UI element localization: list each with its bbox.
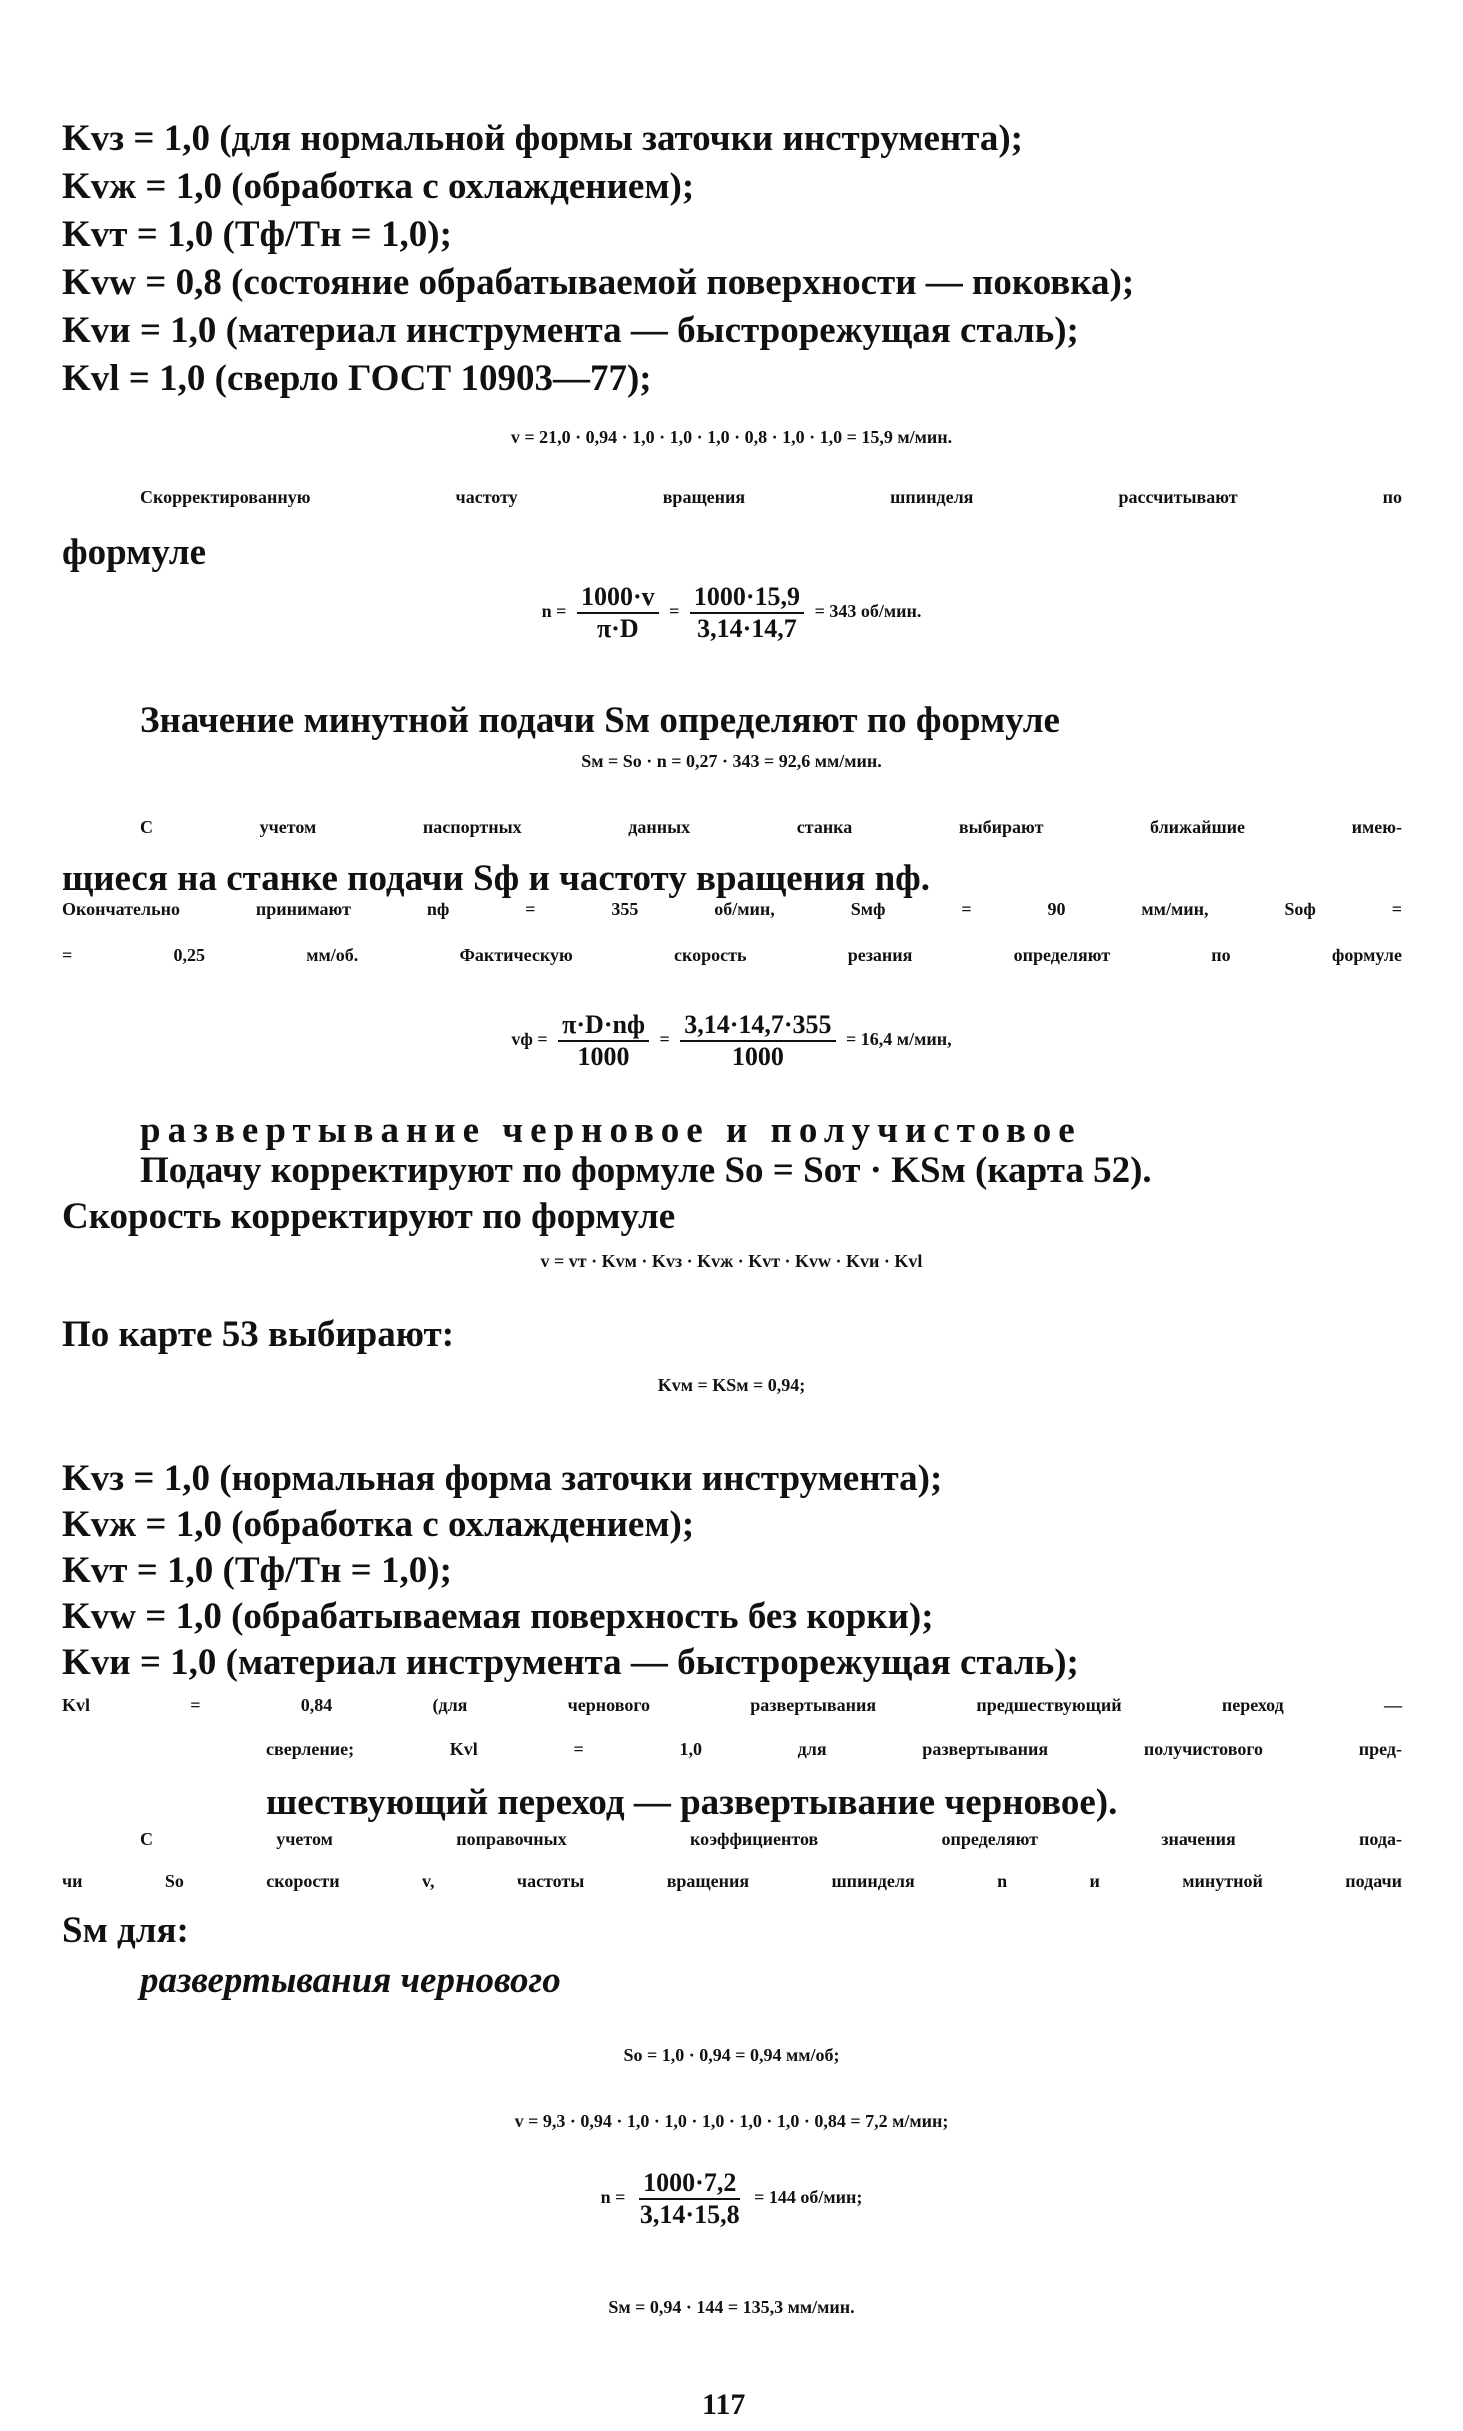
fraction xyxy=(577,582,659,644)
paragraph-line: Значение минутной подачи Sм определяют по формуле xyxy=(140,700,1060,741)
coef-line: Kvи = 1,0 (материал инструмента — быстрорежущая сталь); xyxy=(62,1642,1079,1683)
subheading: развертывания чернового xyxy=(140,1960,561,2001)
fraction xyxy=(558,1010,649,1072)
equation-kvm: Kvм = KSм = 0,94; xyxy=(657,1375,806,1395)
page-number: 117 xyxy=(702,2388,746,2421)
fraction-denominator: 1000 xyxy=(731,1041,784,1071)
fraction-numerator: 1000·v xyxy=(577,582,659,614)
equation-n-rough xyxy=(0,2168,1463,2230)
coef-line: Kvт = 1,0 (Tф/Tн = 1,0); xyxy=(62,1550,452,1591)
paragraph-line: По карте 53 выбирают: xyxy=(62,1314,455,1355)
fraction xyxy=(636,2168,744,2230)
equation-v-general: v = vт · Kvм · Kvз · Kvж · Kvт · Kvw · Kvи · Kvl xyxy=(540,1251,923,1271)
paragraph-line: = 0,25 мм/об. Фактическую скорость резания определяют по формуле xyxy=(62,945,1402,965)
paragraph-line: Sм для: xyxy=(62,1910,189,1951)
coef-line: Kvж = 1,0 (обработка с охлаждением); xyxy=(62,1504,695,1545)
fraction xyxy=(680,1010,835,1072)
equation-lhs: vф = xyxy=(511,1029,548,1050)
equation-sm-rough: Sм = 0,94 · 144 = 135,3 мм/мин. xyxy=(608,2297,855,2317)
paragraph-line: Окончательно принимают nф = 355 об/мин, Sмф = 90 мм/мин, Soф = xyxy=(62,899,1402,919)
fraction-numerator: 3,14·14,7·355 xyxy=(680,1010,835,1042)
coef-line: Kvl = 0,84 (для чернового развертывания предшествующий переход — xyxy=(62,1695,1402,1715)
equation-n-drilling xyxy=(0,582,1463,644)
paragraph-line: Скорость корректируют по формуле xyxy=(62,1196,676,1237)
equation-v-actual xyxy=(0,1010,1463,1072)
paragraph-line: чи So скорости v, частоты вращения шпинделя n и минутной подачи xyxy=(62,1871,1402,1891)
paragraph-line: формуле xyxy=(62,532,207,573)
coef-line: Kvw = 0,8 (состояние обрабатываемой поверхности — поковка); xyxy=(62,262,1135,303)
equation-so-rough: So = 1,0 · 0,94 = 0,94 мм/об; xyxy=(623,2045,840,2065)
fraction-denominator: 3,14·14,7 xyxy=(697,613,797,643)
equation-rhs: = 343 об/мин. xyxy=(814,601,922,622)
equation-v-drilling: v = 21,0 · 0,94 · 1,0 · 1,0 · 1,0 · 0,8 · 1,0 · 1,0 = 15,9 м/мин. xyxy=(510,427,953,447)
fraction-numerator: π·D·nф xyxy=(558,1010,649,1042)
paragraph-line: С учетом паспортных данных станка выбирают ближайшие имею- xyxy=(140,817,1402,837)
fraction-numerator: 1000·7,2 xyxy=(639,2168,740,2200)
coef-line: Kvw = 1,0 (обрабатываемая поверхность без корки); xyxy=(62,1596,934,1637)
equation-lhs: n = xyxy=(541,601,567,622)
fraction-numerator: 1000·15,9 xyxy=(690,582,804,614)
coef-line: Kvl = 1,0 (сверло ГОСТ 10903—77); xyxy=(62,358,652,399)
equals-sign: = xyxy=(659,1029,670,1050)
equation-lhs: n = xyxy=(600,2187,626,2208)
fraction-denominator: 3,14·15,8 xyxy=(639,2199,740,2229)
equals-sign: = xyxy=(669,601,680,622)
coef-line: Kvз = 1,0 (нормальная форма заточки инструмента); xyxy=(62,1458,943,1499)
equation-rhs: = 144 об/мин; xyxy=(754,2187,863,2208)
coef-line: сверление; Kvl = 1,0 для развертывания получистового пред- xyxy=(266,1739,1402,1759)
paragraph-line: Подачу корректируют по формуле So = Soт · KSм (карта 52). xyxy=(140,1150,1152,1191)
coef-line: Kvи = 1,0 (материал инструмента — быстрорежущая сталь); xyxy=(62,310,1079,351)
equation-v-rough: v = 9,3 · 0,94 · 1,0 · 1,0 · 1,0 · 1,0 · 1,0 · 0,84 = 7,2 м/мин; xyxy=(514,2111,949,2131)
section-heading: развертывание черновое и получистовое xyxy=(140,1110,1082,1151)
coef-line: Kvж = 1,0 (обработка с охлаждением); xyxy=(62,166,695,207)
equation-rhs: = 16,4 м/мин, xyxy=(846,1029,952,1050)
coef-line: Kvз = 1,0 (для нормальной формы заточки инструмента); xyxy=(62,118,1023,159)
paragraph-line: Скорректированную частоту вращения шпинделя рассчитывают по xyxy=(140,487,1402,507)
fraction-denominator: π·D xyxy=(596,613,639,643)
coef-line: Kvт = 1,0 (Tф/Tн = 1,0); xyxy=(62,214,452,255)
fraction xyxy=(690,582,804,644)
equation-sm-drilling: Sм = So · n = 0,27 · 343 = 92,6 мм/мин. xyxy=(581,751,882,771)
fraction-denominator: 1000 xyxy=(577,1041,630,1071)
paragraph-line: С учетом поправочных коэффициентов определяют значения пода- xyxy=(140,1829,1402,1849)
paragraph-line: щиеся на станке подачи Sф и частоту вращения nф. xyxy=(62,858,931,899)
coef-line: шествующий переход — развертывание черновое). xyxy=(266,1782,1118,1823)
